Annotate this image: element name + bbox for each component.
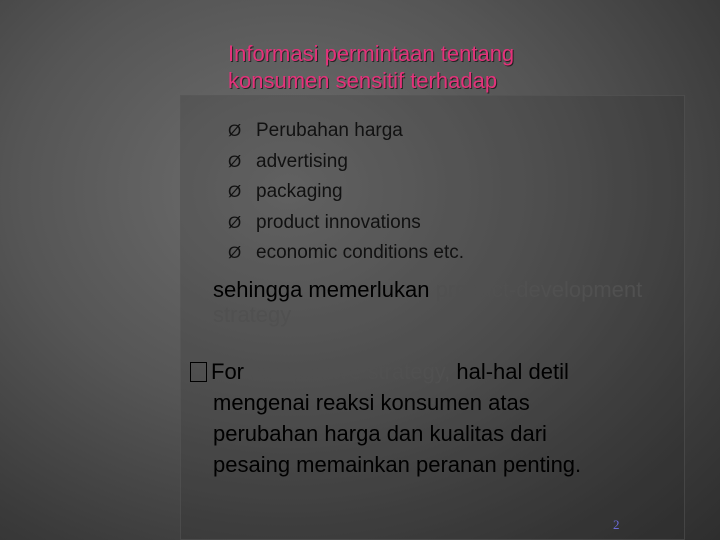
paragraph-first-line [190,356,690,387]
paragraph-strategy [213,277,673,327]
bullet-list [228,116,464,269]
bullet-text: product innovations [256,211,421,233]
list-item [228,238,464,269]
arrow-bullet-icon: Ø [228,212,242,232]
bullet-text: Perubahan harga [256,120,403,142]
box-bullet-icon [190,362,207,382]
list-item [228,177,464,208]
title-line-2: konsumen sensitif terhadap [228,68,498,93]
slide-title [228,40,668,94]
paragraph-text: hal-hal detil [450,359,569,384]
title-line-1: Informasi permintaan tentang [228,41,515,66]
paragraph-competitive [190,356,690,480]
paragraph-faded-text: competitive strategy, [244,359,451,384]
list-item [228,116,464,147]
paragraph-text: sehingga memerlukan [213,277,436,302]
paragraph-line: mengenai reaksi konsumen atas [213,390,530,415]
page-number: 2 [613,517,620,532]
list-item [228,208,464,239]
paragraph-prefix: For [211,359,244,384]
paragraph-line: perubahan harga dan kualitas dari [213,421,547,446]
arrow-bullet-icon: Ø [228,121,242,141]
bullet-text: advertising [256,150,348,172]
arrow-bullet-icon: Ø [228,151,242,171]
arrow-bullet-icon: Ø [228,182,242,202]
list-item [228,147,464,178]
paragraph-faded-text: product-development strategy [213,277,643,327]
bullet-text: packaging [256,181,343,203]
arrow-bullet-icon: Ø [228,243,242,263]
paragraph-line: pesaing memainkan peranan penting. [213,452,582,477]
bullet-text: economic conditions etc. [256,242,465,264]
